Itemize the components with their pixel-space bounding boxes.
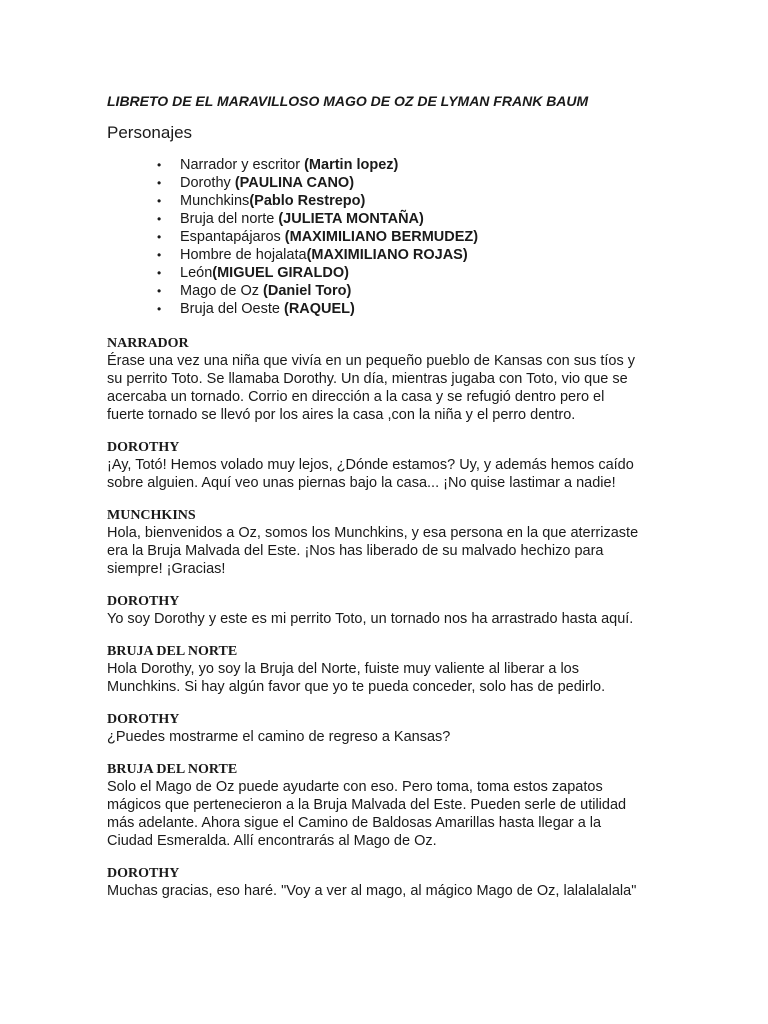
speaker-name: DOROTHY — [107, 712, 180, 727]
speaker-name: BRUJA DEL NORTE — [107, 644, 238, 659]
characters-list — [107, 156, 668, 318]
character-role: Munchkins — [180, 193, 250, 209]
character-role: Hombre de hojalata — [180, 247, 307, 263]
dialogue-line: Muchas gracias, eso haré. "Voy a ver al mago, al mágico Mago de Oz, lalalalalala" — [107, 883, 637, 899]
character-actor: (Pablo Restrepo) — [249, 193, 366, 209]
character-role: Dorothy — [180, 175, 235, 191]
dialogue-line: sobre alguien. Aquí veo unas piernas bajo la casa... ¡No quise lastimar a nadie! — [107, 475, 616, 491]
character-item — [157, 300, 668, 318]
character-actor: (Martin lopez) — [304, 157, 399, 173]
dialogue-line: Hola, bienvenidos a Oz, somos los Munchkins, y esa persona en la que aterrizaste — [107, 525, 639, 541]
character-role: Espantapájaros — [180, 229, 285, 245]
bullet-icon: • — [157, 212, 162, 226]
speaker-name: NARRADOR — [107, 336, 189, 351]
dialogue-block — [107, 508, 668, 578]
dialogue-line: más adelante. Ahora sigue el Camino de Baldosas Amarillas hasta llegar a la — [107, 815, 602, 831]
character-item — [157, 246, 668, 264]
dialogue-block — [107, 644, 668, 696]
character-item — [157, 174, 668, 192]
character-role: Narrador y escritor — [180, 157, 305, 173]
character-item — [157, 282, 668, 300]
character-actor: (Daniel Toro) — [263, 283, 352, 299]
character-actor: (MAXIMILIANO ROJAS) — [306, 247, 468, 263]
character-role: Mago de Oz — [180, 283, 264, 299]
bullet-icon: • — [157, 266, 162, 280]
bullet-icon: • — [157, 248, 162, 262]
character-item — [157, 192, 668, 210]
speaker-name: MUNCHKINS — [107, 508, 196, 523]
character-actor: (MIGUEL GIRALDO) — [212, 265, 349, 281]
dialogue-line: era la Bruja Malvada del Este. ¡Nos has liberado de su malvado hechizo para — [107, 543, 604, 559]
dialogue-line: acercaba un tornado. Corrio en dirección a la casa y se refugió dentro pero el — [107, 389, 605, 405]
dialogue-line: ¡Ay, Totó! Hemos volado muy lejos, ¿Dónde estamos? Uy, y además hemos caído — [107, 457, 634, 473]
character-item — [157, 264, 668, 282]
dialogue-line: siempre! ¡Gracias! — [107, 561, 226, 577]
dialogue-line: Hola Dorothy, yo soy la Bruja del Norte, fuiste muy valiente al liberar a los — [107, 661, 580, 677]
character-actor: (JULIETA MONTAÑA) — [278, 211, 424, 227]
speaker-name: DOROTHY — [107, 440, 180, 455]
dialogue-block — [107, 594, 668, 628]
dialogue-line: fuerte tornado se llevó por los aires la casa ,con la niña y el perro dentro. — [107, 407, 576, 423]
character-actor: (MAXIMILIANO BERMUDEZ) — [284, 229, 479, 245]
dialogue-block — [107, 440, 668, 492]
dialogue-line: Solo el Mago de Oz puede ayudarte con eso. Pero toma, toma estos zapatos — [107, 779, 603, 795]
dialogue-block — [107, 762, 668, 850]
document-title: LIBRETO DE EL MARAVILLOSO MAGO DE OZ DE LYMAN FRANK BAUM — [107, 93, 589, 109]
dialogue-line: Yo soy Dorothy y este es mi perrito Toto, un tornado nos ha arrastrado hasta aquí. — [107, 611, 634, 627]
character-role: Bruja del Oeste — [180, 301, 284, 317]
bullet-icon: • — [157, 230, 162, 244]
dialogue-line: mágicos que pertenecieron a la Bruja Malvada del Este. Pueden serle de utilidad — [107, 797, 627, 813]
bullet-icon: • — [157, 176, 162, 190]
character-item — [157, 156, 668, 174]
speaker-name: DOROTHY — [107, 866, 180, 881]
dialogue-line: su perrito Toto. Se llamaba Dorothy. Un día, mientras jugaba con Toto, vio que se — [107, 371, 628, 387]
dialogue-block — [107, 336, 668, 424]
dialogue-block — [107, 866, 668, 900]
dialogue-line: Ciudad Esmeralda. Allí encontrarás al Mago de Oz. — [107, 833, 437, 849]
character-item — [157, 210, 668, 228]
character-actor: (PAULINA CANO) — [234, 175, 355, 191]
bullet-icon: • — [157, 284, 162, 298]
characters-heading: Personajes — [107, 123, 193, 142]
character-actor: (RAQUEL) — [283, 301, 355, 317]
character-item — [157, 228, 668, 246]
speaker-name: DOROTHY — [107, 594, 180, 609]
speaker-name: BRUJA DEL NORTE — [107, 762, 238, 777]
character-role: Bruja del norte — [180, 211, 279, 227]
dialogue-line: Munchkins. Si hay algún favor que yo te pueda conceder, solo has de pedirlo. — [107, 679, 606, 695]
character-role: León — [180, 265, 213, 281]
dialogue-line: ¿Puedes mostrarme el camino de regreso a Kansas? — [107, 729, 451, 745]
script-body — [107, 336, 668, 900]
bullet-icon: • — [157, 158, 162, 172]
bullet-icon: • — [157, 302, 162, 316]
dialogue-line: Érase una vez una niña que vivía en un pequeño pueblo de Kansas con sus tíos y — [107, 353, 636, 369]
dialogue-block — [107, 712, 668, 746]
bullet-icon: • — [157, 194, 162, 208]
